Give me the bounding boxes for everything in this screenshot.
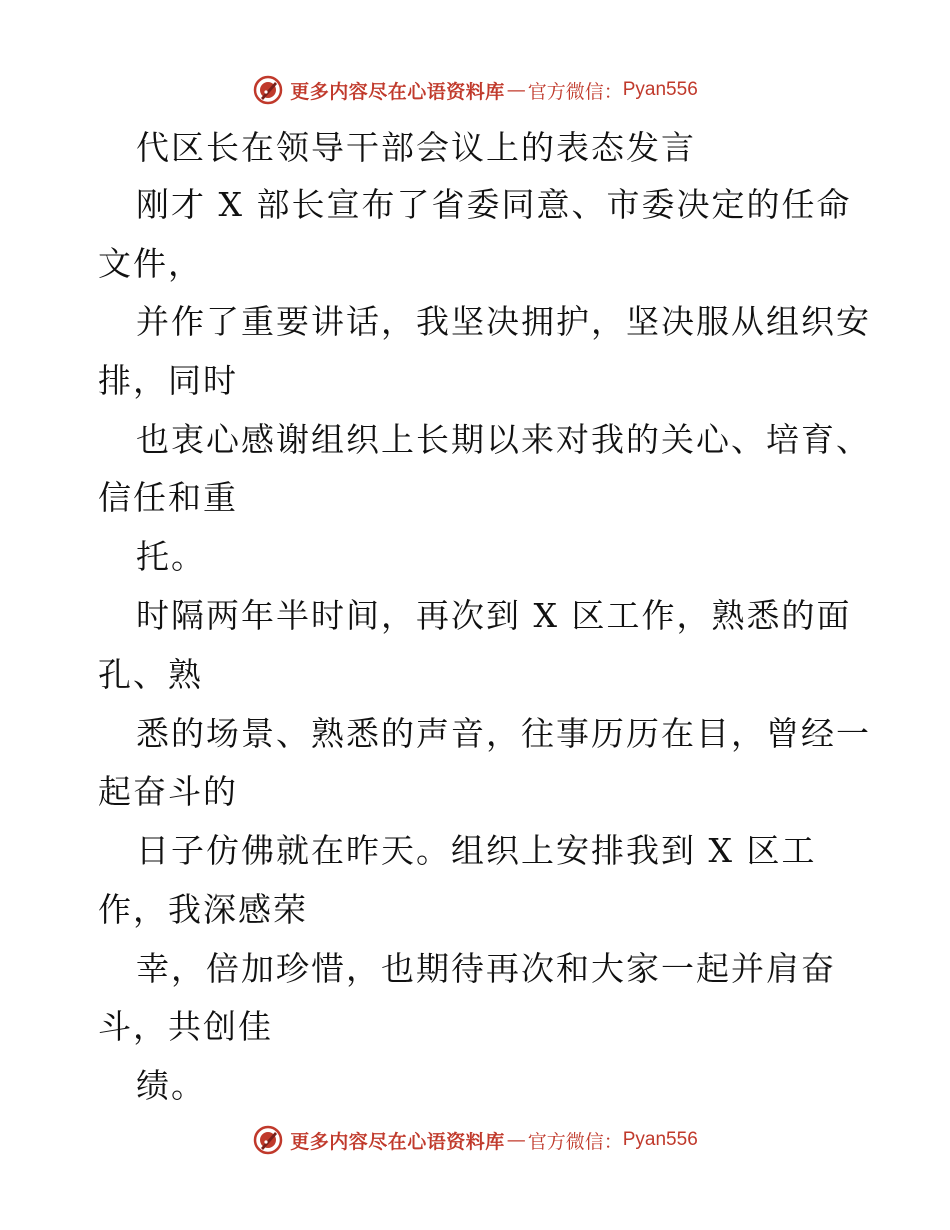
pen-nib-logo-icon (252, 1124, 284, 1156)
paragraph-line: 幸，倍加珍惜，也期待再次和大家一起并肩奋 (136, 949, 836, 988)
paragraph-line: 文件， (98, 244, 203, 283)
paragraph-line: 悉的场景、熟悉的声音，往事历历在目，曾经一 (136, 714, 871, 753)
paragraph-line: 时隔两年半时间，再次到 X 区工作，熟悉的面 (136, 596, 852, 635)
paragraph-line: 孔、熟 (98, 655, 203, 694)
paragraph-line: 信任和重 (98, 478, 238, 517)
paragraph-line: 日子仿佛就在昨天。组织上安排我到 X 区工 (136, 831, 817, 870)
banner-dash: — (506, 79, 526, 101)
paragraph-line: 排，同时 (98, 361, 238, 400)
banner-wechat-label: 官方微信： (527, 1130, 623, 1153)
banner-main-text: 更多内容尽在心语资料库 (290, 80, 505, 103)
paragraph-line: 并作了重要讲话，我坚决拥护，坚决服从组织安 (136, 302, 871, 341)
paragraph-line: 起奋斗的 (98, 772, 238, 811)
banner-wechat-label: 官方微信： (527, 80, 623, 103)
footer-watermark-banner (0, 1120, 950, 1160)
banner-wechat-id: Pyan556 (622, 1129, 698, 1150)
paragraph-line: 作，我深感荣 (98, 890, 308, 929)
paragraph-line: 刚才 X 部长宣布了省委同意、市委决定的任命 (136, 185, 852, 224)
banner-wechat-id: Pyan556 (622, 79, 698, 100)
banner-dash: — (506, 1129, 526, 1151)
paragraph-line: 斗，共创佳 (98, 1007, 273, 1046)
document-title: 代区长在领导干部会议上的表态发言 (136, 128, 696, 167)
paragraph-line: 托。 (136, 537, 206, 576)
banner-main-text: 更多内容尽在心语资料库 (290, 1130, 505, 1153)
paragraph-line: 绩。 (136, 1066, 206, 1105)
paragraph-line: 也衷心感谢组织上长期以来对我的关心、培育、 (136, 420, 871, 459)
